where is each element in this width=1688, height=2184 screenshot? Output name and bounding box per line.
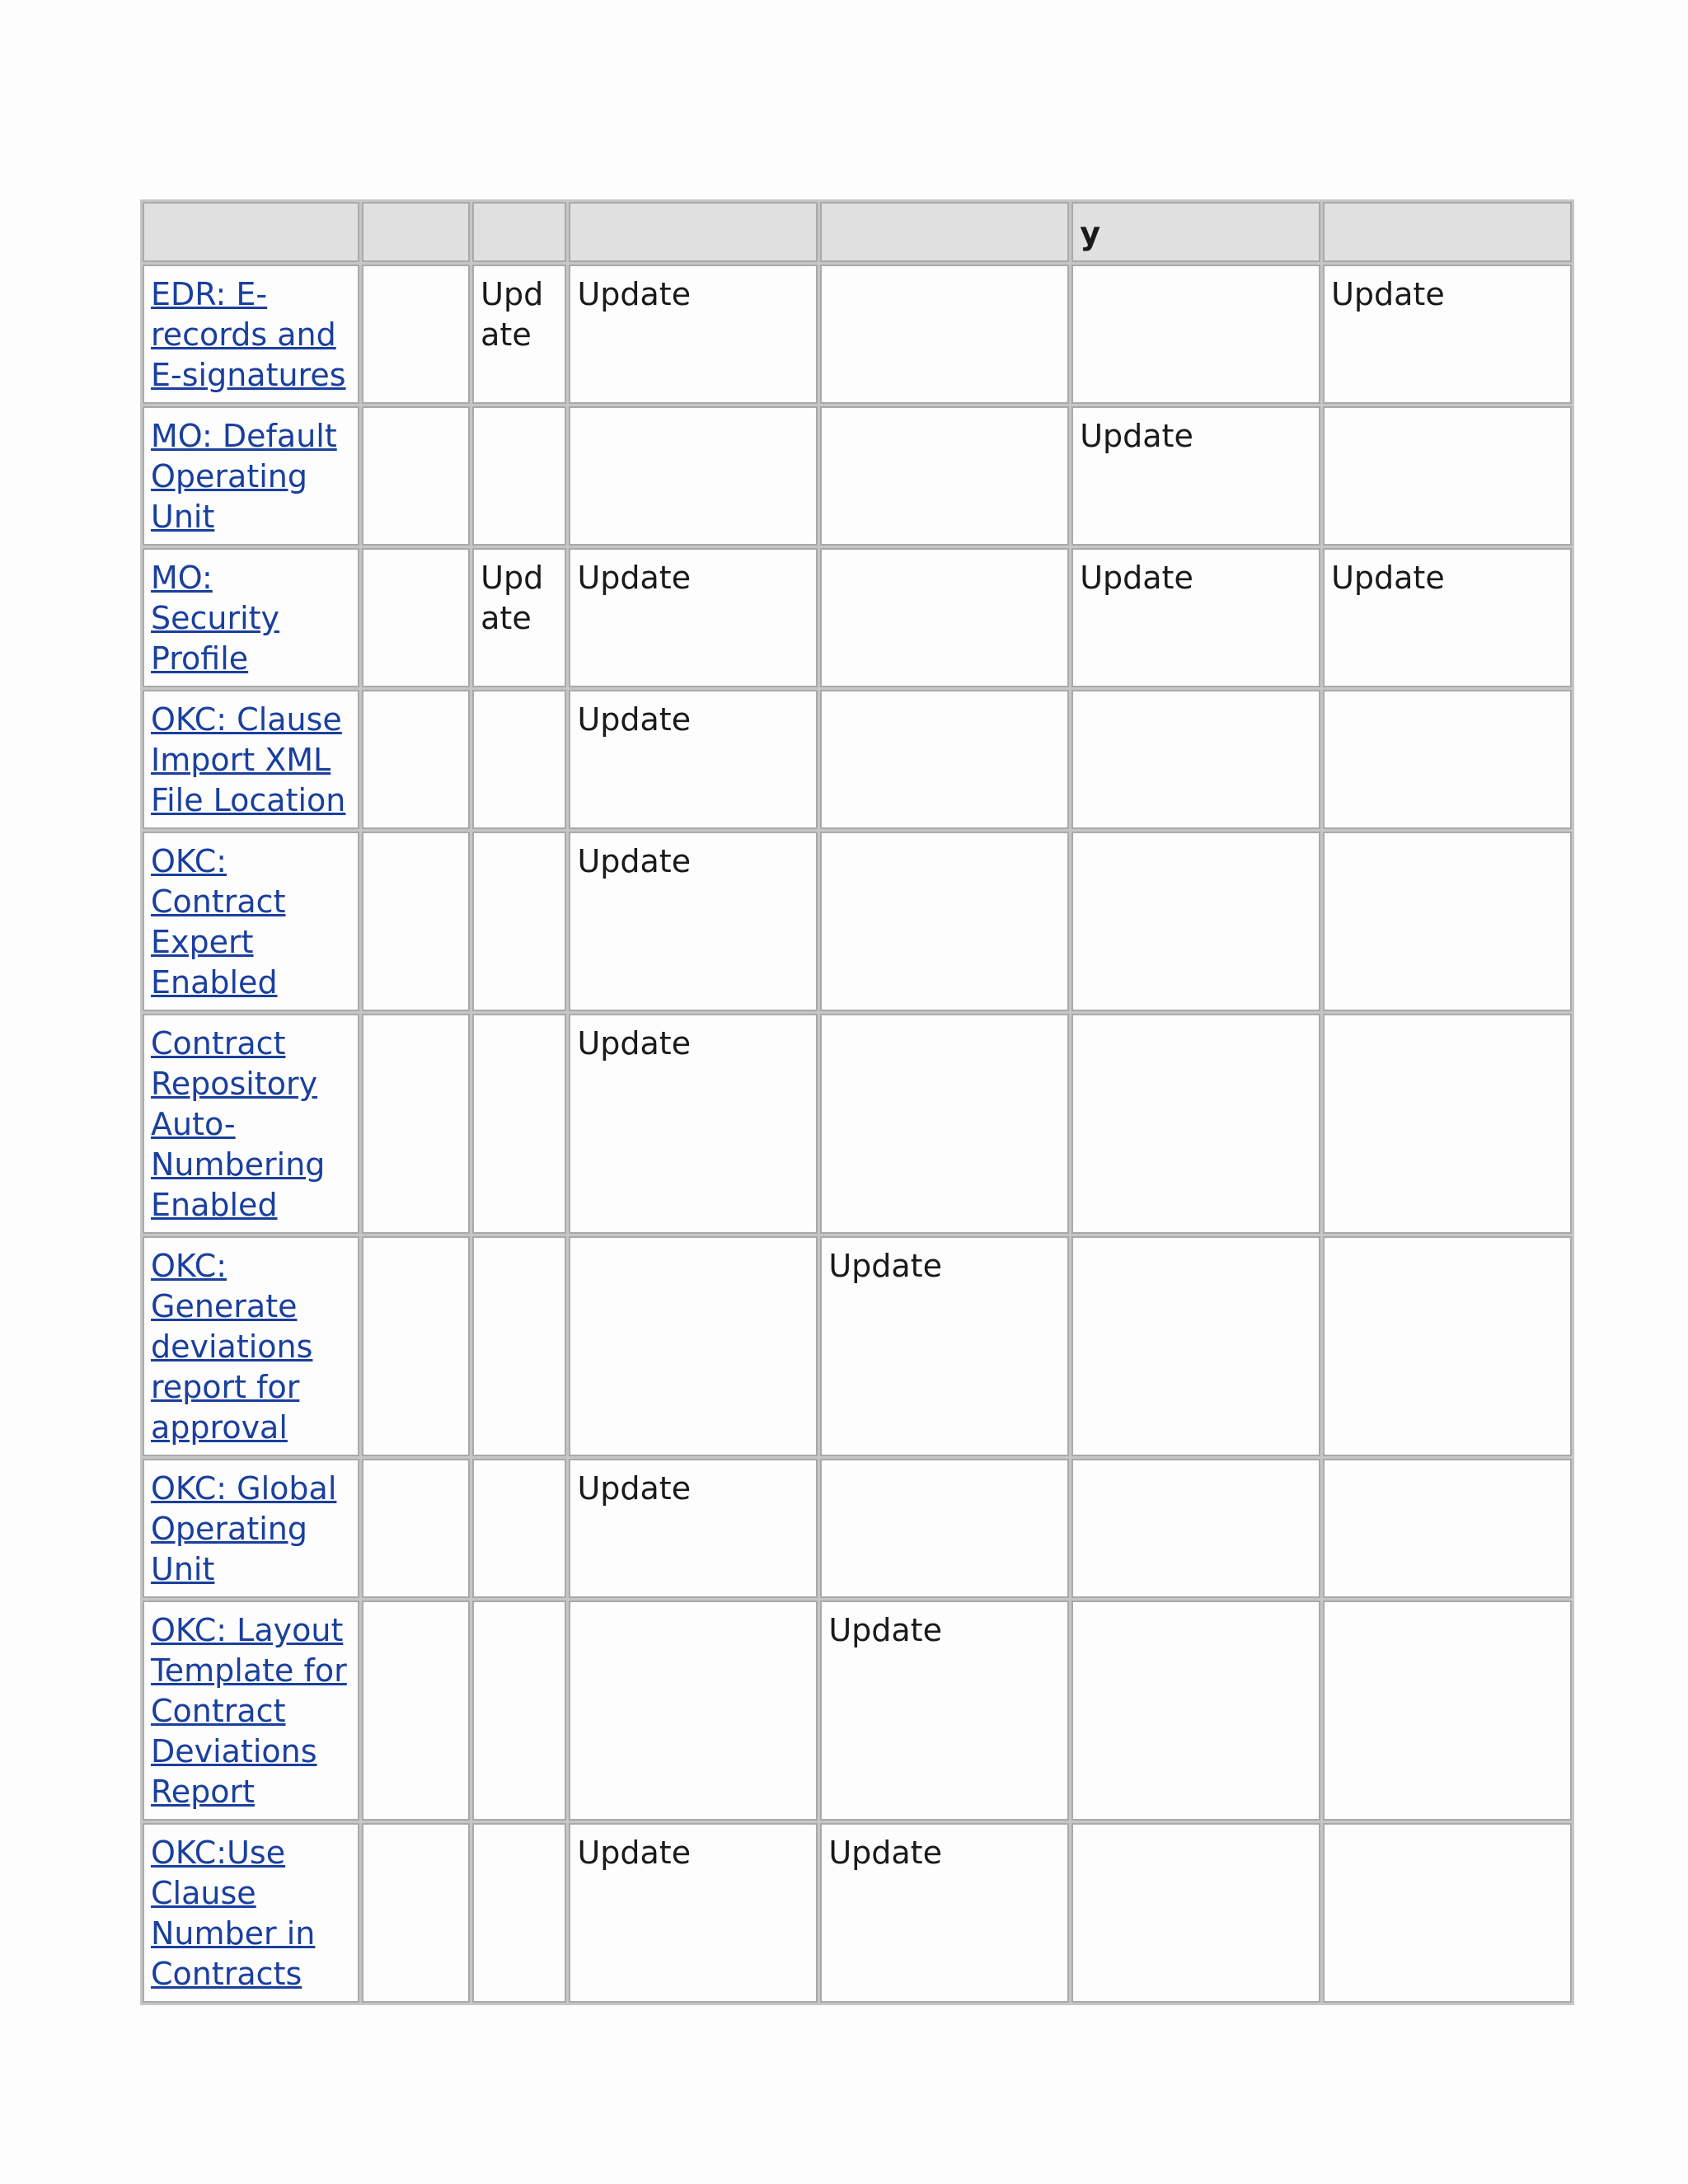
table-cell [569,1236,818,1456]
table-cell [1323,1823,1572,2003]
table-cell [1323,832,1572,1011]
profile-link[interactable]: OKC: Contract Expert Enabled [151,843,286,1001]
profile-link[interactable]: OKC: Global Operating Unit [151,1470,337,1587]
table-cell: Update [820,1601,1069,1821]
table-cell [472,1014,566,1234]
table-cell [362,548,470,687]
table-row [143,1014,1572,1234]
table-cell [472,1601,566,1821]
table-cell [362,1459,470,1598]
profile-link[interactable]: MO: Security Profile [151,560,280,677]
profile-link[interactable]: MO: Default Operating Unit [151,418,337,535]
table-cell [820,1014,1069,1234]
table-cell [1323,1459,1572,1598]
table-cell [1323,1014,1572,1234]
table-cell [362,1823,470,2003]
header-cell [569,202,818,262]
table-cell [362,690,470,829]
table-cell [472,406,566,546]
table-cell [820,690,1069,829]
table-cell: Update [1071,406,1320,546]
table-cell [362,1236,470,1456]
table-row [143,1823,1572,2003]
header-cell [1323,202,1572,262]
profile-name-cell [143,690,359,829]
table-row [143,265,1572,404]
table-cell [1071,690,1320,829]
profile-name-cell [143,1459,359,1598]
table-cell [362,832,470,1011]
table-cell: Update [569,1014,818,1234]
table-cell [1071,1236,1320,1456]
profile-link[interactable]: OKC: Layout Template for Contract Deviations Report [151,1612,347,1810]
profile-name-cell [143,406,359,546]
table-cell [362,406,470,546]
profile-name-cell [143,832,359,1011]
header-cell [820,202,1069,262]
table-row [143,1601,1572,1821]
table-cell: Update [1323,265,1572,404]
table-cell [1071,1014,1320,1234]
profile-name-cell [143,265,359,404]
table-cell [362,1014,470,1234]
profile-options-table [140,199,1574,2005]
header-cell [362,202,470,262]
table-cell: Update [820,1823,1069,2003]
table-cell [820,548,1069,687]
table-cell [472,832,566,1011]
table-cell [362,265,470,404]
table-cell: Update [472,548,566,687]
profile-name-cell [143,1823,359,2003]
profile-link[interactable]: OKC:Use Clause Number in Contracts [151,1835,316,1992]
profile-name-cell [143,1601,359,1821]
table-cell [1071,265,1320,404]
table-cell: Update [820,1236,1069,1456]
table-cell: Update [569,1823,818,2003]
table-cell: Update [569,1459,818,1598]
table-cell [1071,1601,1320,1821]
table-cell: Update [569,690,818,829]
table-cell [1071,1823,1320,2003]
table-cell: Update [1071,548,1320,687]
table-cell [362,1601,470,1821]
header-cell [143,202,359,262]
table-cell [1323,1236,1572,1456]
table-row [143,832,1572,1011]
table-row [143,1459,1572,1598]
table-cell [472,1459,566,1598]
table-cell [1071,1459,1320,1598]
profile-link[interactable]: EDR: E-records and E-signatures [151,276,346,393]
profile-name-cell [143,1014,359,1234]
profile-link[interactable]: OKC: Generate deviations report for approval [151,1248,313,1446]
table-cell: Update [1323,548,1572,687]
profile-link[interactable]: Contract Repository Auto-Numbering Enabled [151,1025,326,1223]
table-cell: Update [472,265,566,404]
table-cell [472,1823,566,2003]
table-row [143,1236,1572,1456]
table-cell [820,406,1069,546]
table-cell [472,1236,566,1456]
table-cell [1323,690,1572,829]
table-cell: Update [569,548,818,687]
header-cell [472,202,566,262]
header-cell: y [1071,202,1320,262]
table-cell: Update [569,265,818,404]
table-cell [569,406,818,546]
profile-name-cell [143,1236,359,1456]
profile-name-cell [143,548,359,687]
table-cell [820,265,1069,404]
table-cell [820,832,1069,1011]
table-cell [472,690,566,829]
table-row [143,406,1572,546]
table-row [143,690,1572,829]
header-row [143,202,1572,262]
table-cell [569,1601,818,1821]
profile-link[interactable]: OKC: Clause Import XML File Location [151,701,346,818]
table-cell [1071,832,1320,1011]
table-cell [1323,1601,1572,1821]
table-cell: Update [569,832,818,1011]
table-cell [820,1459,1069,1598]
table-cell [1323,406,1572,546]
table-row [143,548,1572,687]
